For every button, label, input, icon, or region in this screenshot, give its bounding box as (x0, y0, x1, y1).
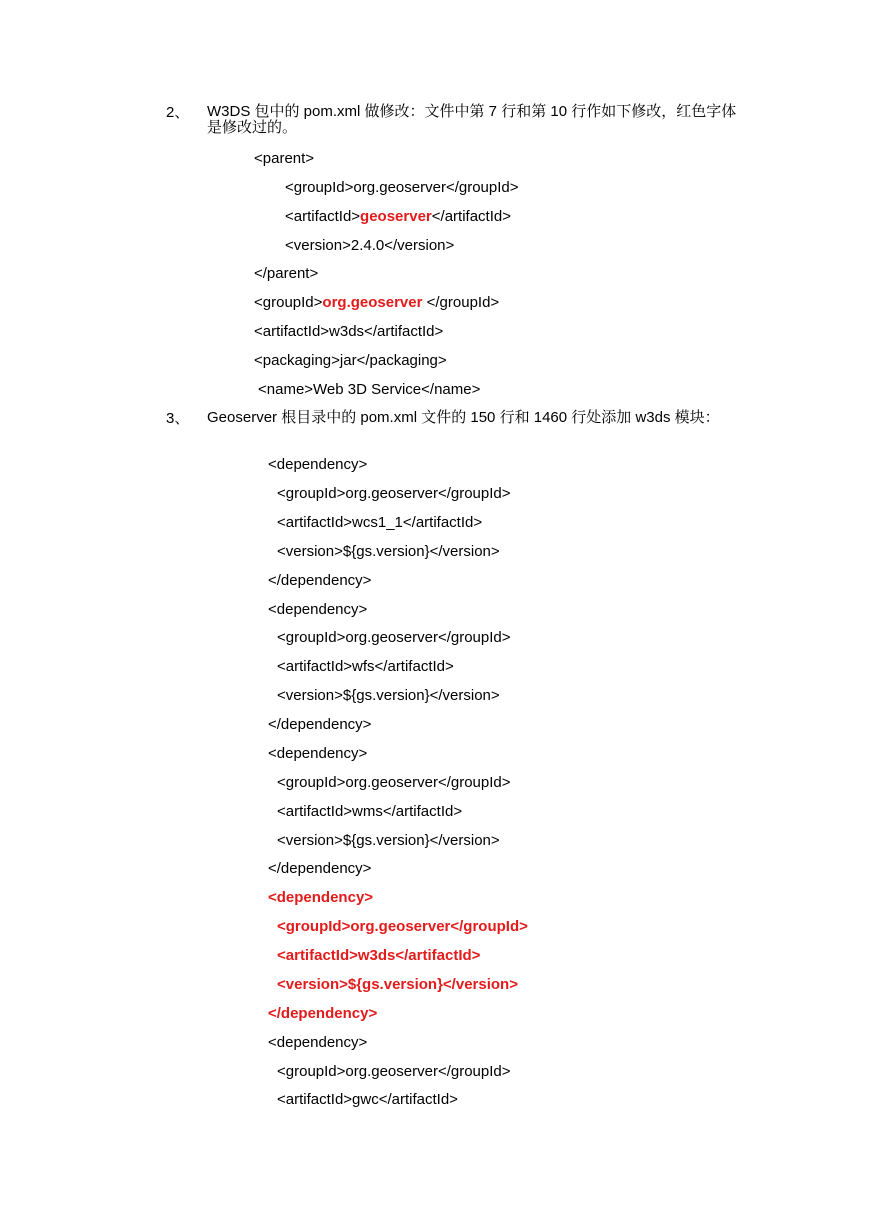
dep-groupid: <groupId>org.geoserver</groupId> (277, 485, 511, 502)
code-version: <version>2.4.0</version> (285, 237, 455, 254)
dep-close-added: </dependency> (268, 1005, 378, 1022)
code-artifactid-modified (285, 208, 511, 226)
dep-artifactid-added: <artifactId>w3ds</artifactId> (277, 947, 481, 964)
dep-version-added: <version>${gs.version}</version> (277, 976, 518, 993)
list-number-2: 2、 (166, 104, 190, 121)
code-parent-open: <parent> (254, 150, 315, 167)
code-groupid2-prefix: <groupId> (254, 294, 323, 311)
dep-version: <version>${gs.version}</version> (277, 832, 500, 849)
dep-open: <dependency> (268, 1034, 368, 1051)
code-parent-close: </parent> (254, 265, 319, 282)
dep-groupid: <groupId>org.geoserver</groupId> (277, 1063, 511, 1080)
code-artifactid-prefix: <artifactId> (285, 208, 361, 225)
dep-groupid-added: <groupId>org.geoserver</groupId> (277, 918, 528, 935)
code-name: <name>Web 3D Service</name> (258, 381, 481, 398)
dep-open: <dependency> (268, 601, 368, 618)
code-artifactid-w3ds: <artifactId>w3ds</artifactId> (254, 323, 444, 340)
dep-artifactid: <artifactId>gwc</artifactId> (277, 1091, 458, 1108)
section-3-paragraph: Geoserver 根目录中的 pom.xml 文件的 150 行和 1460 行处添加 w3ds 模块： (207, 409, 720, 426)
dep-open: <dependency> (268, 745, 368, 762)
dep-version: <version>${gs.version}</version> (277, 543, 500, 560)
dep-groupid: <groupId>org.geoserver</groupId> (277, 774, 511, 791)
section-2-paragraph: W3DS 包中的 pom.xml 做修改：文件中第 7 行和第 10 行作如下修改，红色字体是修改过的。 (207, 103, 737, 136)
dep-close: </dependency> (268, 860, 372, 877)
code-artifactid-suffix: </artifactId> (431, 208, 511, 225)
dep-version: <version>${gs.version}</version> (277, 687, 500, 704)
dep-close: </dependency> (268, 716, 372, 733)
code-groupid-modified (254, 294, 499, 312)
code-packaging: <packaging>jar</packaging> (254, 352, 447, 369)
code-artifactid-highlight: geoserver (360, 208, 432, 225)
dep-close: </dependency> (268, 572, 372, 589)
list-number-3: 3、 (166, 410, 190, 427)
code-groupid2-highlight: org.geoserver (322, 294, 423, 311)
dep-artifactid: <artifactId>wms</artifactId> (277, 803, 463, 820)
code-groupid: <groupId>org.geoserver</groupId> (285, 179, 519, 196)
dep-groupid: <groupId>org.geoserver</groupId> (277, 629, 511, 646)
dep-open: <dependency> (268, 456, 368, 473)
dep-artifactid: <artifactId>wcs1_1</artifactId> (277, 514, 483, 531)
code-groupid2-suffix: </groupId> (422, 294, 500, 311)
dep-artifactid: <artifactId>wfs</artifactId> (277, 658, 454, 675)
dep-open-added: <dependency> (268, 889, 374, 906)
